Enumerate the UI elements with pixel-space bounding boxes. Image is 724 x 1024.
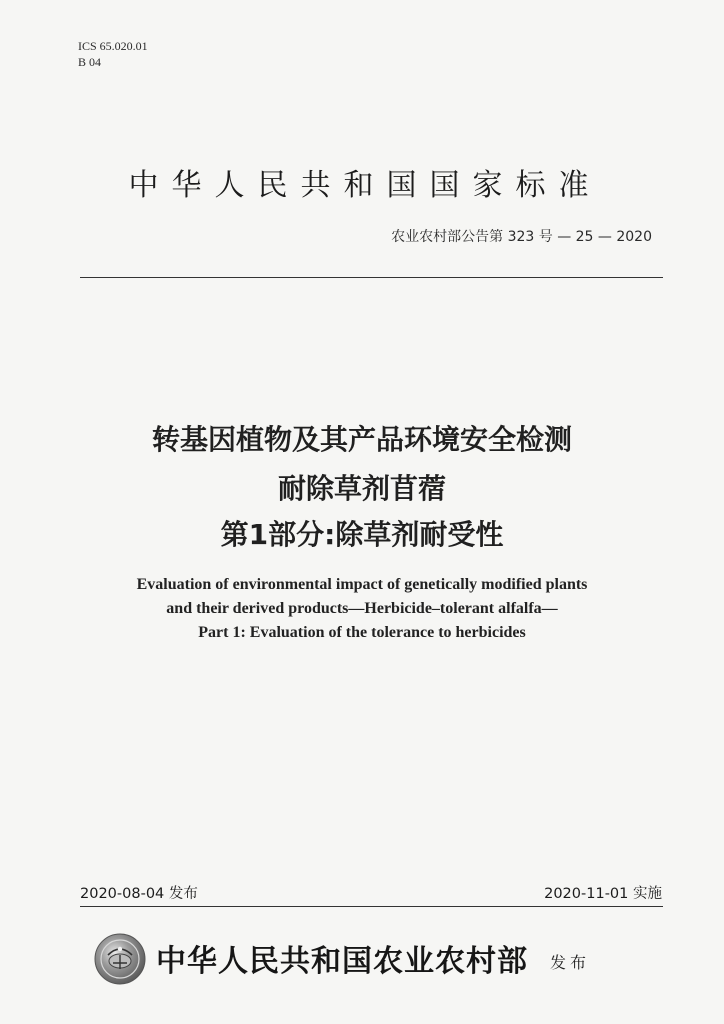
issue-date: 2020-08-04 发布: [80, 886, 198, 902]
title-en-line-3: Part 1: Evaluation of the tolerance to herbicides: [198, 624, 526, 641]
ics-code: ICS 65.020.01: [78, 39, 148, 53]
title-zh-line-2: 耐除草剂苜蓿: [277, 472, 446, 505]
title-en-line-1: Evaluation of environmental impact of genetically modified plants: [136, 576, 588, 593]
national-standard-heading: 中华人民共和国国家标准: [128, 168, 602, 203]
implementation-date: 2020-11-01 实施: [544, 886, 662, 902]
title-en-line-2: and their derived products—Herbicide–tolerant alfalfa—: [166, 600, 558, 617]
ccs-code: B 04: [78, 55, 102, 69]
bottom-divider: [80, 906, 663, 907]
classification-codes: [78, 38, 148, 70]
standard-number: 农业农村部公告第 323 号 — 25 — 2020: [391, 229, 652, 245]
top-divider: [80, 277, 663, 278]
issuer-name: 中华人民共和国农业农村部: [156, 944, 528, 979]
ministry-seal-icon: [94, 933, 146, 985]
title-zh-line-1: 转基因植物及其产品环境安全检测: [151, 423, 572, 456]
issue-label: 发布: [550, 953, 591, 972]
title-zh-line-3: 第1部分:除草剂耐受性: [220, 518, 504, 551]
